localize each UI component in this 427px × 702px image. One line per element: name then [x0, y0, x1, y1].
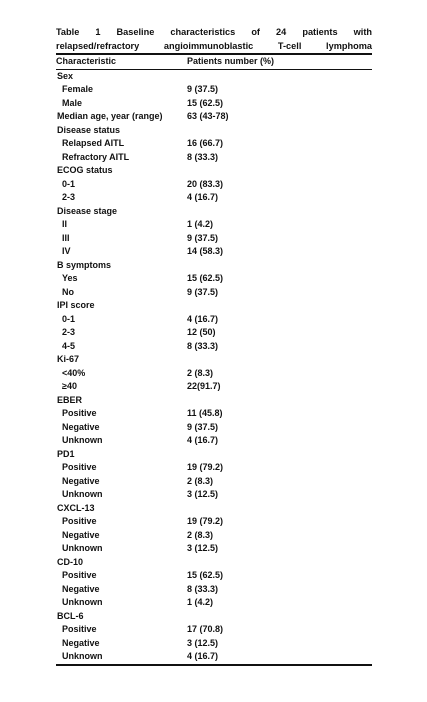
- row-value: 8 (33.3): [187, 583, 219, 594]
- row-value: [187, 124, 372, 138]
- baseline-table-body: [56, 70, 372, 664]
- row-value: 63 (43-78): [187, 111, 229, 121]
- table-row: [56, 151, 372, 165]
- row-value: 12 (50): [187, 327, 216, 337]
- table-row: [56, 529, 372, 543]
- row-value: 8 (33.3): [187, 340, 219, 351]
- row-value: 8 (33.3): [187, 151, 219, 162]
- row-label: PD1: [57, 448, 75, 459]
- table-figure: [56, 25, 372, 666]
- row-value: 16 (66.7): [187, 138, 224, 148]
- row-value: 3 (12.5): [187, 543, 219, 553]
- row-value: [187, 394, 372, 408]
- bottom-rule: [56, 664, 372, 666]
- table-row: [56, 286, 372, 300]
- row-label: Sex: [57, 70, 74, 81]
- row-value: 1 (4.2): [187, 597, 214, 607]
- table-row: [56, 367, 372, 381]
- row-value: [187, 556, 372, 570]
- row-value: 4 (16.7): [187, 651, 219, 661]
- table-row: [56, 623, 372, 637]
- row-value: [187, 610, 372, 624]
- table-row-category: [56, 299, 372, 313]
- row-value: 9 (37.5): [187, 232, 219, 243]
- table-row: [56, 596, 372, 610]
- row-value: 2 (8.3): [187, 367, 214, 378]
- table-row-category: [56, 70, 372, 84]
- table-caption: [56, 25, 372, 53]
- row-label: CXCL-13: [57, 502, 95, 513]
- table-row: [56, 313, 372, 327]
- table-row-category: [56, 556, 372, 570]
- row-value: [187, 502, 372, 516]
- row-value: 4 (16.7): [187, 192, 219, 202]
- row-label: Female: [62, 84, 94, 94]
- row-label: Ki-67: [57, 354, 80, 364]
- row-label: 0-1: [62, 178, 76, 189]
- table-row-category: [56, 448, 372, 462]
- table-row: [56, 137, 372, 151]
- row-label: Negative: [62, 475, 100, 486]
- table-row: [56, 407, 372, 421]
- row-label: Negative: [62, 529, 100, 540]
- row-label: Male: [62, 97, 83, 108]
- row-label: EBER: [57, 394, 83, 405]
- table-row: [56, 191, 372, 205]
- baseline-table: [56, 55, 372, 69]
- caption-line-2: relapsed/refractory angioimmunoblastic T-cell lymphoma: [56, 41, 372, 51]
- row-label: ECOG status: [57, 165, 113, 175]
- row-value: 15 (62.5): [187, 273, 224, 283]
- table-row: [56, 380, 372, 394]
- row-label: CD-10: [57, 556, 84, 567]
- table-row: [56, 272, 372, 286]
- row-value: 17 (70.8): [187, 624, 224, 634]
- row-label: Unknown: [62, 597, 103, 607]
- table-row: [56, 475, 372, 489]
- table-row: [56, 569, 372, 583]
- table-row: [56, 178, 372, 192]
- row-label: Refractory AITL: [62, 151, 130, 162]
- row-label: Disease stage: [57, 205, 118, 216]
- table-row-category: [56, 610, 372, 624]
- table-row: [56, 583, 372, 597]
- table-row: [56, 515, 372, 529]
- table-row: [56, 637, 372, 651]
- row-label: 4-5: [62, 340, 76, 351]
- row-label: Negative: [62, 583, 100, 594]
- row-label: Unknown: [62, 435, 103, 445]
- row-value: 20 (83.3): [187, 178, 224, 189]
- row-value: 9 (37.5): [187, 286, 219, 297]
- row-label: Positive: [62, 408, 97, 418]
- row-value: [187, 259, 372, 273]
- caption-line-1: Table 1 Baseline characteristics of 24 patients with: [56, 27, 372, 37]
- row-value: [187, 353, 372, 367]
- row-value: [187, 448, 372, 462]
- row-label: Median age, year (range): [57, 111, 163, 121]
- row-value: 3 (12.5): [187, 489, 219, 499]
- header-characteristic: Characteristic: [56, 56, 117, 66]
- row-value: 4 (16.7): [187, 435, 219, 445]
- table-row-category: [56, 164, 372, 178]
- row-label: 0-1: [62, 313, 76, 324]
- row-value: 11 (45.8): [187, 408, 223, 418]
- row-value: [187, 164, 372, 178]
- table-row: [56, 650, 372, 664]
- table-row-category: [56, 110, 372, 124]
- row-label: Positive: [62, 462, 97, 472]
- table-row: [56, 97, 372, 111]
- table-row: [56, 340, 372, 354]
- row-label: Unknown: [62, 651, 103, 661]
- row-value: 3 (12.5): [187, 637, 219, 648]
- row-label: Yes: [62, 273, 78, 283]
- table-row-category: [56, 394, 372, 408]
- table-row: [56, 542, 372, 556]
- row-label: Negative: [62, 421, 100, 432]
- table-row: [56, 434, 372, 448]
- row-label: Relapsed AITL: [62, 138, 125, 148]
- table-row: [56, 218, 372, 232]
- row-value: 9 (37.5): [187, 421, 219, 432]
- row-label: Negative: [62, 637, 100, 648]
- header-row: [56, 55, 372, 69]
- row-label: <40%: [62, 367, 86, 378]
- row-label: B symptoms: [57, 259, 112, 270]
- row-label: Disease status: [57, 124, 121, 135]
- table-row: [56, 326, 372, 340]
- row-label: ≥40: [62, 381, 77, 391]
- row-label: BCL-6: [57, 610, 84, 621]
- row-label: II: [62, 219, 68, 229]
- row-label: 2-3: [62, 192, 76, 202]
- table-row-category: [56, 124, 372, 138]
- row-value: 4 (16.7): [187, 313, 219, 324]
- row-value: 22(91.7): [187, 381, 221, 391]
- row-label: Positive: [62, 516, 97, 526]
- row-value: 19 (79.2): [187, 516, 224, 526]
- row-value: 14 (58.3): [187, 246, 224, 256]
- row-value: [187, 205, 372, 219]
- table-row: [56, 488, 372, 502]
- table-row: [56, 421, 372, 435]
- row-value: 1 (4.2): [187, 219, 214, 229]
- table-row: [56, 83, 372, 97]
- row-label: No: [62, 286, 74, 297]
- row-value: 15 (62.5): [187, 570, 224, 580]
- table-row-category: [56, 205, 372, 219]
- table-row: [56, 461, 372, 475]
- row-label: 2-3: [62, 327, 76, 337]
- row-label: IV: [62, 246, 71, 256]
- table-row: [56, 245, 372, 259]
- row-value: 2 (8.3): [187, 529, 214, 540]
- row-label: Positive: [62, 570, 97, 580]
- table-row-category: [56, 353, 372, 367]
- header-patients-number: Patients number (%): [187, 56, 275, 66]
- row-label: IPI score: [57, 300, 95, 310]
- table-row: [56, 232, 372, 246]
- row-value: 9 (37.5): [187, 84, 219, 94]
- row-value: 2 (8.3): [187, 475, 214, 486]
- row-value: 15 (62.5): [187, 97, 224, 108]
- table-row-category: [56, 502, 372, 516]
- row-label: Unknown: [62, 543, 103, 553]
- row-label: Positive: [62, 624, 97, 634]
- row-label: Unknown: [62, 489, 103, 499]
- table-row-category: [56, 259, 372, 273]
- row-value: 19 (79.2): [187, 462, 224, 472]
- row-value: [187, 299, 372, 313]
- row-label: III: [62, 232, 70, 243]
- row-value: [187, 70, 372, 84]
